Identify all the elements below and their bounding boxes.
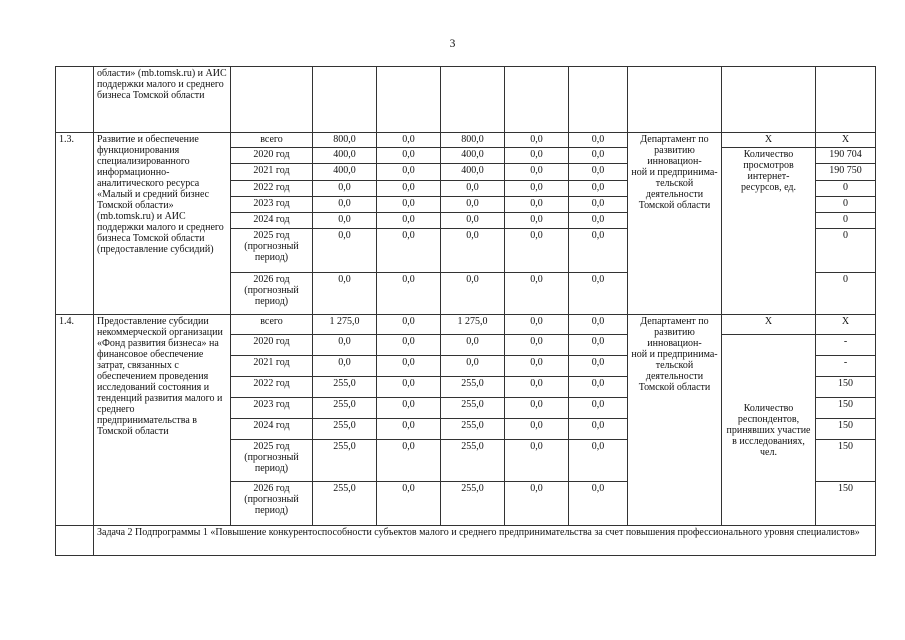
- funding-value-v3: 0,0: [441, 181, 505, 197]
- funding-value-v2: 0,0: [377, 482, 441, 526]
- period-label: 2024 год: [231, 419, 313, 440]
- period-label: 2021 год: [231, 164, 313, 181]
- program-table: [55, 66, 876, 556]
- indicator-value: 190 750: [816, 164, 876, 181]
- funding-value-v2: 0,0: [377, 315, 441, 335]
- indicator-value: 150: [816, 482, 876, 526]
- indicator-head: Х: [722, 315, 816, 335]
- indicator-name: Количество респондентов, принявших участие в исследованиях, чел.: [722, 335, 816, 526]
- funding-value-v5: 0,0: [569, 419, 628, 440]
- period-label: всего: [231, 133, 313, 148]
- funding-value-v4: 0,0: [505, 377, 569, 398]
- indicator-value: 190 704: [816, 148, 876, 164]
- funding-value-v3: 400,0: [441, 164, 505, 181]
- funding-value-v1: 255,0: [313, 398, 377, 419]
- funding-value-v3: 0,0: [441, 356, 505, 377]
- funding-value-v5: 0,0: [569, 148, 628, 164]
- funding-value-v3: 255,0: [441, 419, 505, 440]
- funding-value-v2: 0,0: [377, 335, 441, 356]
- funding-value-v2: 0,0: [377, 419, 441, 440]
- activity-name: Развитие и обеспечение функционирования специализированного информационно-аналитического ресурса «Малый и средний бизнес Томской области» (mb.tomsk.ru) и АИС поддержки малого и среднего бизнеса Томской области (предоставление субсидий): [94, 133, 231, 315]
- funding-value-v5: 0,0: [569, 197, 628, 213]
- funding-value-v4: 0,0: [505, 398, 569, 419]
- funding-value-v5: 0,0: [569, 398, 628, 419]
- funding-value-v2: 0,0: [377, 273, 441, 315]
- funding-value-v5: 0,0: [569, 482, 628, 526]
- indicator-value: 0: [816, 197, 876, 213]
- funding-value-v3: 255,0: [441, 398, 505, 419]
- funding-value-v4: 0,0: [505, 315, 569, 335]
- funding-value-v2: 0,0: [377, 133, 441, 148]
- funding-value-v1: 0,0: [313, 197, 377, 213]
- funding-value-v2: 0,0: [377, 440, 441, 482]
- period-label: 2025 год (прогнозный период): [231, 440, 313, 482]
- funding-value-v3: 0,0: [441, 197, 505, 213]
- funding-value-v5: 0,0: [569, 377, 628, 398]
- indicator-value: 150: [816, 377, 876, 398]
- indicator-value: 0: [816, 181, 876, 197]
- funding-value-v2: 0,0: [377, 377, 441, 398]
- activity-number: 1.4.: [56, 315, 94, 526]
- funding-value-v4: 0,0: [505, 148, 569, 164]
- page-number: 3: [449, 38, 456, 50]
- funding-value-v4: 0,0: [505, 181, 569, 197]
- activity-1-4: [56, 315, 876, 526]
- funding-value-v3: 400,0: [441, 148, 505, 164]
- funding-value-v5: 0,0: [569, 133, 628, 148]
- task-2-heading: Задача 2 Подпрограммы 1 «Повышение конкурентоспособности субъектов малого и среднего предпринимательства за счет повышения профессионального уровня специалистов»: [94, 526, 876, 556]
- funding-value-v3: 255,0: [441, 440, 505, 482]
- funding-value-v3: 255,0: [441, 482, 505, 526]
- indicator-value: -: [816, 335, 876, 356]
- funding-value-v4: 0,0: [505, 197, 569, 213]
- period-label: 2026 год (прогнозный период): [231, 273, 313, 315]
- period-label: 2020 год: [231, 335, 313, 356]
- funding-value-v4: 0,0: [505, 356, 569, 377]
- indicator-value: 0: [816, 229, 876, 273]
- funding-value-v5: 0,0: [569, 164, 628, 181]
- funding-value-v5: 0,0: [569, 181, 628, 197]
- funding-value-v2: 0,0: [377, 398, 441, 419]
- activity-name-continued: области» (mb.tomsk.ru) и АИС поддержки малого и среднего бизнеса Томской области: [94, 67, 231, 133]
- funding-value-v5: 0,0: [569, 440, 628, 482]
- funding-value-v1: 400,0: [313, 148, 377, 164]
- funding-value-v5: 0,0: [569, 335, 628, 356]
- funding-value-v2: 0,0: [377, 164, 441, 181]
- funding-value-v4: 0,0: [505, 440, 569, 482]
- funding-value-v1: 0,0: [313, 273, 377, 315]
- funding-value-v1: 400,0: [313, 164, 377, 181]
- funding-value-v3: 1 275,0: [441, 315, 505, 335]
- table-row: [56, 133, 876, 148]
- funding-value-v1: 255,0: [313, 482, 377, 526]
- indicator-value: -: [816, 356, 876, 377]
- funding-value-v4: 0,0: [505, 229, 569, 273]
- funding-value-v1: 255,0: [313, 377, 377, 398]
- funding-value-v5: 0,0: [569, 356, 628, 377]
- period-label: всего: [231, 315, 313, 335]
- funding-value-v3: 0,0: [441, 229, 505, 273]
- funding-value-v1: 800,0: [313, 133, 377, 148]
- funding-value-v4: 0,0: [505, 482, 569, 526]
- funding-value-v5: 0,0: [569, 273, 628, 315]
- indicator-value: Х: [816, 315, 876, 335]
- funding-value-v3: 0,0: [441, 273, 505, 315]
- indicator-value: 150: [816, 440, 876, 482]
- period-label: 2020 год: [231, 148, 313, 164]
- responsible-department: Департамент по развитию инновацион- ной и предпринима- тельской деятельности Томской области: [628, 315, 722, 526]
- funding-value-v4: 0,0: [505, 213, 569, 229]
- funding-value-v2: 0,0: [377, 181, 441, 197]
- period-label: 2026 год (прогнозный период): [231, 482, 313, 526]
- activity-1-3: [56, 133, 876, 315]
- funding-value-v5: 0,0: [569, 315, 628, 335]
- table-row: [56, 67, 876, 133]
- funding-value-v1: 0,0: [313, 213, 377, 229]
- table-row: [56, 315, 876, 335]
- activity-name: Предоставление субсидии некоммерческой организации «Фонд развития бизнеса» на финансовое обеспечение затрат, связанных с обеспечением проведения исследований состояния и тенденций развития малого и среднего предпринимательства в Томской области: [94, 315, 231, 526]
- period-label: 2022 год: [231, 377, 313, 398]
- funding-value-v3: 0,0: [441, 213, 505, 229]
- funding-value-v4: 0,0: [505, 133, 569, 148]
- table-row: [56, 526, 876, 556]
- funding-value-v1: 0,0: [313, 356, 377, 377]
- period-label: 2023 год: [231, 398, 313, 419]
- funding-value-v2: 0,0: [377, 356, 441, 377]
- funding-value-v2: 0,0: [377, 148, 441, 164]
- activity-number: 1.3.: [56, 133, 94, 315]
- funding-value-v1: 0,0: [313, 181, 377, 197]
- funding-value-v1: 1 275,0: [313, 315, 377, 335]
- funding-value-v2: 0,0: [377, 229, 441, 273]
- funding-value-v4: 0,0: [505, 419, 569, 440]
- funding-value-v3: 0,0: [441, 335, 505, 356]
- funding-value-v4: 0,0: [505, 164, 569, 181]
- funding-value-v1: 255,0: [313, 440, 377, 482]
- responsible-department: Департамент по развитию инновацион- ной и предпринима- тельской деятельности Томской области: [628, 133, 722, 315]
- funding-value-v2: 0,0: [377, 197, 441, 213]
- funding-value-v5: 0,0: [569, 229, 628, 273]
- period-label: 2021 год: [231, 356, 313, 377]
- period-label: 2024 год: [231, 213, 313, 229]
- indicator-head: Х: [722, 133, 816, 148]
- period-label: 2023 год: [231, 197, 313, 213]
- funding-value-v4: 0,0: [505, 273, 569, 315]
- funding-value-v3: 800,0: [441, 133, 505, 148]
- funding-value-v1: 0,0: [313, 335, 377, 356]
- period-label: 2022 год: [231, 181, 313, 197]
- funding-value-v1: 0,0: [313, 229, 377, 273]
- indicator-value: Х: [816, 133, 876, 148]
- period-label: 2025 год (прогнозный период): [231, 229, 313, 273]
- indicator-value: 150: [816, 419, 876, 440]
- indicator-name: Количество просмотров интернет- ресурсов, ед.: [722, 148, 816, 315]
- indicator-value: 150: [816, 398, 876, 419]
- indicator-value: 0: [816, 273, 876, 315]
- funding-value-v5: 0,0: [569, 213, 628, 229]
- funding-value-v1: 255,0: [313, 419, 377, 440]
- funding-value-v4: 0,0: [505, 335, 569, 356]
- funding-value-v3: 255,0: [441, 377, 505, 398]
- indicator-value: 0: [816, 213, 876, 229]
- funding-value-v2: 0,0: [377, 213, 441, 229]
